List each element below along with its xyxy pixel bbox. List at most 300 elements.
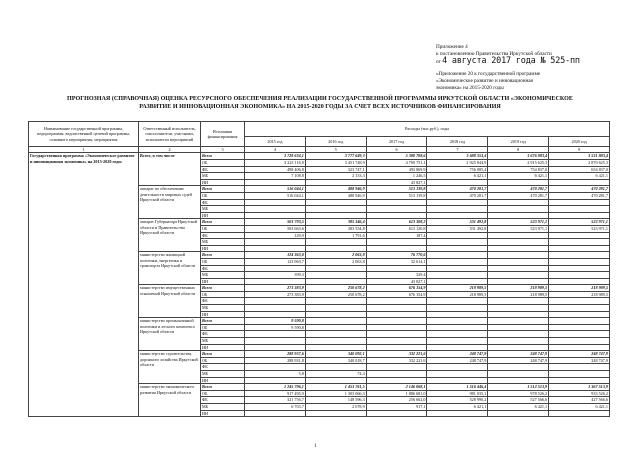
header-year: 2020 год (549, 137, 610, 147)
value-cell (427, 364, 488, 371)
value-cell (549, 371, 610, 378)
value-cell: 917,1 (366, 403, 427, 410)
value-cell: 399,3 (245, 272, 306, 279)
value-cell (366, 206, 427, 213)
value-cell: 288 937,6 (245, 351, 306, 358)
value-cell (488, 305, 549, 312)
value-cell (488, 318, 549, 325)
value-cell (488, 338, 549, 345)
value-cell (245, 305, 306, 312)
source-cell: ФБ (201, 265, 245, 272)
value-cell: 250 678,2 (305, 291, 366, 298)
source-cell: ОБ (201, 258, 245, 265)
column-number: 2 (139, 147, 201, 153)
source-cell: ОБ (201, 390, 245, 397)
source-cell: ФБ (201, 232, 245, 239)
source-cell: МБ (201, 403, 245, 410)
value-cell (366, 311, 427, 318)
value-cell (427, 232, 488, 239)
value-cell (366, 212, 427, 219)
value-cell (427, 344, 488, 351)
value-cell (366, 239, 427, 246)
value-cell (488, 278, 549, 285)
value-cell (549, 179, 610, 186)
value-cell (549, 331, 610, 338)
value-cell (427, 311, 488, 318)
header-year: 2016 год (305, 137, 366, 147)
value-cell (245, 344, 306, 351)
appendix-line: экономика» на 2015-2020 годы (436, 85, 504, 91)
value-cell: 470 281,7 (427, 192, 488, 199)
value-cell (488, 311, 549, 318)
value-cell: 1 453 761,5 (305, 384, 366, 391)
value-cell: 5,8 (245, 371, 306, 378)
source-cell: ОБ (201, 357, 245, 364)
executor-cell: Всего, в том числе (139, 153, 201, 186)
source-cell: МБ (201, 338, 245, 345)
value-cell (549, 239, 610, 246)
value-cell: 6 421,1 (427, 173, 488, 180)
value-cell (245, 245, 306, 252)
column-number: 5 (305, 147, 366, 153)
value-cell: 470 281,7 (427, 186, 488, 193)
source-cell: Всего (201, 153, 245, 160)
value-cell (549, 338, 610, 345)
value-cell: 248 747,9 (488, 351, 549, 358)
value-cell: 321 756,7 (245, 397, 306, 404)
value-cell: 218 989,5 (488, 285, 549, 292)
value-cell (549, 344, 610, 351)
document-title (20, 95, 620, 111)
source-cell: ОБ (201, 291, 245, 298)
source-cell: ФБ (201, 166, 245, 173)
value-cell (245, 278, 306, 285)
value-cell: 2 146 068,1 (366, 384, 427, 391)
value-cell: 2 925 844,9 (427, 160, 488, 167)
value-cell: 470 281,7 (549, 186, 610, 193)
value-cell: 4 769 751,1 (366, 160, 427, 167)
document-title-line: РАЗВИТИЕ И ИННОВАЦИОННАЯ ЭКОНОМИКА» НА 2015-2020 ГОДЫ ЗА СЧЕТ ВСЕХ ИСТОЧНИКОВ ФИНАНСИРОВАНИЯ (139, 104, 501, 110)
value-cell (427, 265, 488, 272)
value-cell: 531 492,8 (427, 225, 488, 232)
value-cell: 531 492,8 (427, 219, 488, 226)
executor-cell: министерство экономического развития Иркутской области (139, 384, 201, 417)
source-cell: ИИ (201, 377, 245, 384)
column-number: 6 (366, 147, 427, 153)
value-cell: 493 869,9 (366, 166, 427, 173)
value-cell (488, 212, 549, 219)
source-cell: ОБ (201, 192, 245, 199)
value-cell (245, 206, 306, 213)
value-cell: 2 063,8 (305, 252, 366, 259)
value-cell: 385 346,4 (305, 219, 366, 226)
value-cell: 218 989,5 (549, 291, 610, 298)
funding-table (28, 121, 610, 417)
header-source: Источники финансирования (201, 122, 245, 147)
value-cell: 613 308,2 (366, 219, 427, 226)
source-cell: ФБ (201, 364, 245, 371)
value-cell (366, 371, 427, 378)
value-cell (366, 324, 427, 331)
value-cell (305, 206, 366, 213)
value-cell: 676 154,9 (366, 291, 427, 298)
value-cell (245, 331, 306, 338)
table-row (29, 153, 610, 160)
value-cell: 676 154,9 (366, 285, 427, 292)
value-cell (366, 298, 427, 305)
executor-cell: министерство имущественных отношений Иркутской области (139, 285, 201, 318)
value-cell (245, 179, 306, 186)
value-cell: 3 676 883,4 (488, 153, 549, 160)
value-cell (366, 305, 427, 312)
source-cell: ОБ (201, 160, 245, 167)
value-cell (366, 377, 427, 384)
source-cell: Всего (201, 252, 245, 259)
value-cell: 248 747,9 (549, 357, 610, 364)
value-cell (488, 206, 549, 213)
value-cell: 503 793,5 (245, 219, 306, 226)
value-cell: 1 791,6 (305, 232, 366, 239)
value-cell: 1 516 446,4 (427, 384, 488, 391)
value-cell (366, 410, 427, 417)
source-cell: Всего (201, 318, 245, 325)
value-cell (305, 344, 366, 351)
value-cell (305, 364, 366, 371)
value-cell (549, 212, 610, 219)
source-cell: ФБ (201, 331, 245, 338)
value-cell (427, 199, 488, 206)
value-cell: 273 383,9 (245, 291, 306, 298)
value-cell (488, 377, 549, 384)
value-cell (549, 272, 610, 279)
value-cell: 148 596,3 (305, 397, 366, 404)
value-cell: 523 971,1 (549, 219, 610, 226)
value-cell: 754 837,0 (488, 166, 549, 173)
value-cell: 6 421,1 (549, 403, 610, 410)
header-executor: Ответственный исполнитель, соисполнители, участники, исполнители мероприятий (139, 122, 201, 147)
value-cell: 1 246,5 (366, 173, 427, 180)
source-cell: ОБ (201, 225, 245, 232)
header-program: Наименование государственной программы, подпрограммы, ведомственной целевой программы, основного мероприятия, мероприятия (29, 122, 139, 147)
appendix-date-line (436, 58, 632, 66)
value-cell: 978 526,2 (488, 390, 549, 397)
value-cell (305, 179, 366, 186)
value-cell: 2 063,8 (305, 258, 366, 265)
value-cell (488, 410, 549, 417)
value-cell (245, 298, 306, 305)
value-cell (488, 344, 549, 351)
header-year: 2018 год (427, 137, 488, 147)
appendix-line: Приложение 4 (436, 44, 468, 50)
value-cell: 76 770,6 (366, 252, 427, 259)
value-cell: 1 303 066,3 (305, 390, 366, 397)
value-cell: 503 663,6 (245, 225, 306, 232)
value-cell (488, 245, 549, 252)
value-cell: 523 971,1 (488, 225, 549, 232)
executor-cell: министерство промышленной политики и лесного комплекса Иркутской области (139, 318, 201, 351)
value-cell (488, 258, 549, 265)
appendix-date-prefix: от (436, 59, 441, 65)
value-cell: 218 989,5 (488, 291, 549, 298)
value-cell: 523 971,1 (549, 225, 610, 232)
value-cell (549, 410, 610, 417)
value-cell (305, 199, 366, 206)
document-title-line: ПРОГНОЗНАЯ (СПРАВОЧНАЯ) ОЦЕНКА РЕСУРСНОГО ОБЕСПЕЧЕНИЯ РЕАЛИЗАЦИИ ГОСУДАРСТВЕННОЙ ПРОГРАММЫ ИРКУТСКОЙ ОБЛАСТИ «ЭКОНОМИЧЕСКОЕ (67, 96, 573, 102)
value-cell (427, 272, 488, 279)
value-cell: 332 221,6 (366, 351, 427, 358)
value-cell (549, 245, 610, 252)
value-cell (549, 318, 610, 325)
value-cell (427, 318, 488, 325)
value-cell (549, 377, 610, 384)
value-cell (427, 324, 488, 331)
value-cell (366, 344, 427, 351)
value-cell: 340 018,7 (305, 357, 366, 364)
value-cell: 5 308 708,6 (366, 153, 427, 160)
executor-cell: министерство строительства, дорожного хозяйства Иркутской области (139, 351, 201, 384)
value-cell (427, 305, 488, 312)
value-cell (549, 252, 610, 259)
source-cell: Всего (201, 384, 245, 391)
source-cell: ФБ (201, 298, 245, 305)
appendix-line: «Экономическое развитие и инновационная (436, 78, 533, 84)
page-number: 1 (314, 444, 317, 449)
value-cell (488, 252, 549, 259)
value-cell: 1 886 681,0 (366, 390, 427, 397)
header-year: 2017 год (366, 137, 427, 147)
value-cell (245, 199, 306, 206)
value-cell (305, 272, 366, 279)
column-number: 1 (29, 147, 139, 153)
value-cell (305, 245, 366, 252)
value-cell (488, 364, 549, 371)
value-cell: 3 223 116,9 (245, 160, 306, 167)
value-cell (488, 232, 549, 239)
value-cell: 1 367 513,9 (549, 384, 610, 391)
value-cell: 1 245 796,1 (245, 384, 306, 391)
value-cell (488, 239, 549, 246)
source-cell: Всего (201, 351, 245, 358)
value-cell (245, 239, 306, 246)
value-cell (366, 338, 427, 345)
value-cell: 427 566,6 (549, 397, 610, 404)
value-cell: 488 946,9 (305, 186, 366, 193)
executor-cell: аппарат по обеспечению деятельности мировых судей Иркутской области (139, 186, 201, 219)
source-cell: МБ (201, 239, 245, 246)
source-cell: МБ (201, 272, 245, 279)
value-cell (427, 371, 488, 378)
value-cell (549, 324, 610, 331)
source-cell: ИИ (201, 179, 245, 186)
value-cell: 933 526,2 (549, 390, 610, 397)
value-cell (549, 265, 610, 272)
value-cell (488, 324, 549, 331)
value-cell: 323 747,1 (305, 166, 366, 173)
source-cell: Всего (201, 186, 245, 193)
value-cell: 6 421,1 (549, 173, 610, 180)
value-cell (366, 364, 427, 371)
source-cell: Всего (201, 219, 245, 226)
value-cell: 613 120,8 (366, 225, 427, 232)
value-cell: 528 990,2 (427, 397, 488, 404)
value-cell (549, 232, 610, 239)
value-cell (366, 199, 427, 206)
value-cell (305, 265, 366, 272)
value-cell (549, 311, 610, 318)
value-cell: 981 035,1 (427, 390, 488, 397)
source-cell: Всего (201, 285, 245, 292)
value-cell: 248 747,9 (549, 351, 610, 358)
value-cell: 288 931,8 (245, 357, 306, 364)
value-cell (366, 318, 427, 325)
value-cell (549, 278, 610, 285)
source-cell: ИИ (201, 311, 245, 318)
source-cell: ИИ (201, 212, 245, 219)
value-cell (427, 331, 488, 338)
value-cell (245, 212, 306, 219)
value-cell: 498 406,8 (245, 166, 306, 173)
value-cell: 340 092,1 (305, 351, 366, 358)
value-cell (366, 265, 427, 272)
value-cell: 3 777 649,3 (305, 153, 366, 160)
value-cell (427, 410, 488, 417)
value-cell (488, 265, 549, 272)
value-cell (305, 331, 366, 338)
value-cell (549, 258, 610, 265)
value-cell (549, 206, 610, 213)
handwritten-date: 4 августа 2017 года № 525-пп (442, 56, 580, 66)
header-year: 2015 год (245, 137, 306, 147)
value-cell (427, 206, 488, 213)
value-cell (549, 199, 610, 206)
value-cell (305, 305, 366, 312)
value-cell: 6 421,1 (488, 403, 549, 410)
value-cell: 250 678,2 (305, 285, 366, 292)
value-cell (305, 318, 366, 325)
value-cell (427, 278, 488, 285)
value-cell: 248 747,9 (427, 357, 488, 364)
value-cell: 470 281,7 (488, 186, 549, 193)
value-cell (366, 245, 427, 252)
source-cell: МБ (201, 206, 245, 213)
value-cell: 74,4 (305, 371, 366, 378)
value-cell (549, 364, 610, 371)
value-cell: 2 153,3 (305, 173, 366, 180)
appendix-line: к постановлению Правительства Иркутской области (436, 51, 552, 57)
value-cell (245, 377, 306, 384)
source-cell: ИИ (201, 344, 245, 351)
value-cell (488, 272, 549, 279)
value-cell: 470 281,7 (549, 192, 610, 199)
value-cell (427, 245, 488, 252)
value-cell: 2 915 625,3 (488, 160, 549, 167)
value-cell (305, 410, 366, 417)
header-expenses: Расходы (тыс.руб.), годы (245, 122, 610, 137)
executor-cell: министерство жилищной политики, энергетики и транспорта Иркутской области (139, 252, 201, 285)
source-cell: МБ (201, 173, 245, 180)
value-cell (488, 199, 549, 206)
value-cell: 218 989,5 (427, 285, 488, 292)
value-cell: 3 451 748,9 (305, 160, 366, 167)
value-cell: 256 662,0 (366, 397, 427, 404)
value-cell: 6 703,7 (245, 403, 306, 410)
appendix-block (436, 44, 632, 92)
value-cell: 273 383,9 (245, 285, 306, 292)
source-cell: ОБ (201, 324, 245, 331)
source-cell: ИИ (201, 278, 245, 285)
value-cell: 654 837,0 (549, 166, 610, 173)
value-cell (305, 298, 366, 305)
value-cell: 9 590,8 (245, 318, 306, 325)
value-cell: 9 590,8 (245, 324, 306, 331)
value-cell (427, 212, 488, 219)
source-cell: ИИ (201, 245, 245, 252)
value-cell (305, 311, 366, 318)
value-cell (245, 311, 306, 318)
value-cell (549, 305, 610, 312)
value-cell: 32 614,1 (366, 258, 427, 265)
column-number: 9 (549, 147, 610, 153)
value-cell (245, 364, 306, 371)
value-cell: 124 363,0 (245, 252, 306, 259)
value-cell: 513 139,8 (366, 192, 427, 199)
value-cell (305, 324, 366, 331)
value-cell: 187,4 (366, 232, 427, 239)
value-cell (427, 252, 488, 259)
value-cell: 7 108,8 (245, 173, 306, 180)
executor-cell: аппарат Губернатора Иркутской области и Правительства Иркутской области (139, 219, 201, 252)
value-cell: 516 044,1 (245, 186, 306, 193)
value-cell: 129,9 (245, 232, 306, 239)
value-cell: 2 078,9 (305, 403, 366, 410)
value-cell (427, 298, 488, 305)
value-cell (488, 298, 549, 305)
program-name-cell: Государственная программа «Экономическое развитие и инновационная экономика» на 2015-2020 годы (29, 153, 139, 417)
value-cell: 123 963,7 (245, 258, 306, 265)
value-cell (305, 212, 366, 219)
value-cell: 218 989,5 (427, 291, 488, 298)
value-cell (427, 338, 488, 345)
value-cell: 527 566,6 (488, 397, 549, 404)
value-cell: 523 971,1 (488, 219, 549, 226)
value-cell: 3 531 883,4 (549, 153, 610, 160)
value-cell (305, 278, 366, 285)
header-year: 2019 год (488, 137, 549, 147)
source-cell: ФБ (201, 397, 245, 404)
value-cell: 6 421,1 (488, 173, 549, 180)
column-number: 8 (488, 147, 549, 153)
source-cell: МБ (201, 305, 245, 312)
value-cell: 329,4 (366, 272, 427, 279)
header-row (29, 122, 610, 137)
value-cell (245, 338, 306, 345)
value-cell: 2 870 625,3 (549, 160, 610, 167)
value-cell: 470 281,7 (488, 192, 549, 199)
value-cell: 218 989,5 (549, 285, 610, 292)
source-cell: ИИ (201, 410, 245, 417)
value-cell: 43 827,1 (366, 278, 427, 285)
value-cell: 383 554,8 (305, 225, 366, 232)
column-number: 3 (201, 147, 245, 153)
source-cell: ФБ (201, 199, 245, 206)
value-cell (427, 239, 488, 246)
value-cell: 1 512 513,9 (488, 384, 549, 391)
value-cell (305, 239, 366, 246)
value-cell: 6 421,1 (427, 403, 488, 410)
column-number: 4 (245, 147, 306, 153)
value-cell (427, 258, 488, 265)
value-cell: 248 747,9 (488, 357, 549, 364)
